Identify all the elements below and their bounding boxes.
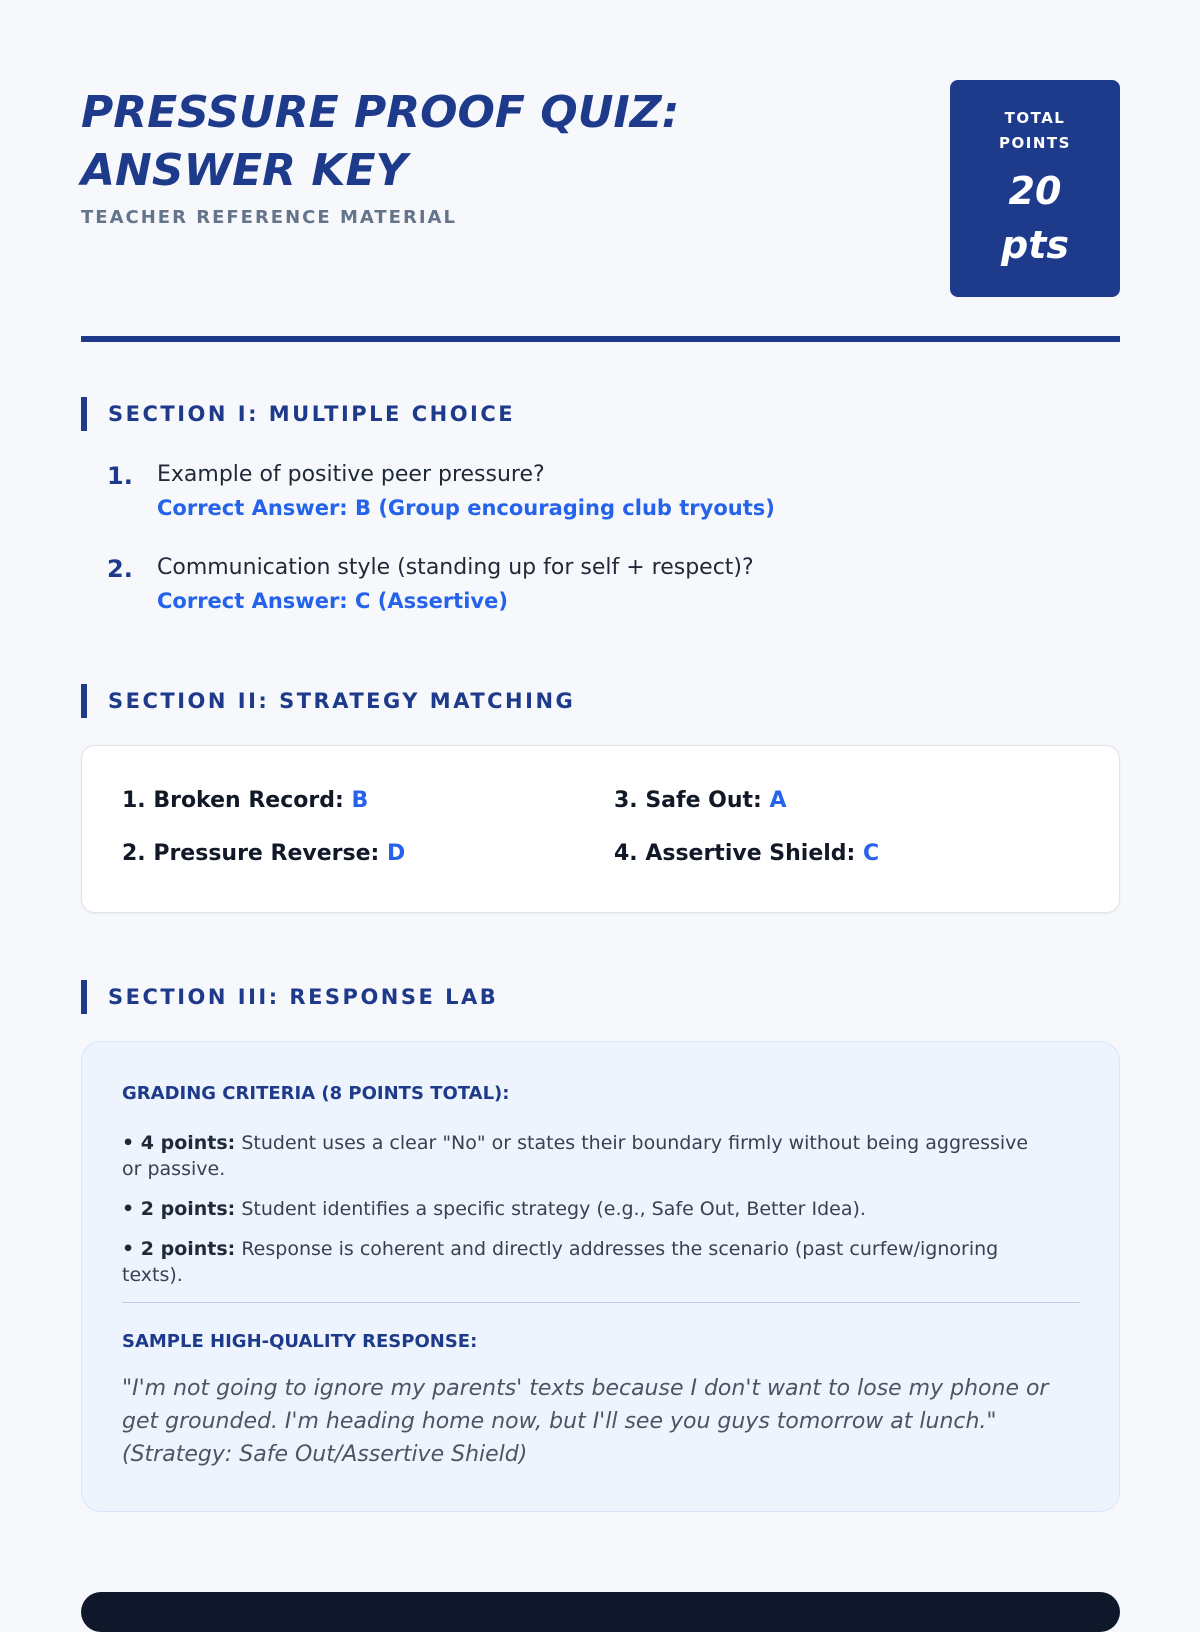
criteria-item — [122, 1236, 1042, 1288]
match-label: 3. Safe Out: — [614, 788, 762, 813]
match-item — [122, 841, 405, 866]
match-label: 4. Assertive Shield: — [614, 841, 856, 866]
total-points-value: 20 pts — [1001, 169, 1069, 267]
criteria-points: • 4 points: — [122, 1132, 236, 1154]
section-3-title: SECTION III: RESPONSE LAB — [81, 980, 498, 1014]
footer-bar — [81, 1592, 1120, 1632]
sample-response-heading: SAMPLE HIGH-QUALITY RESPONSE: — [122, 1331, 478, 1352]
question-text: Example of positive peer pressure? — [157, 462, 545, 487]
match-item — [122, 788, 368, 813]
total-points-badge — [950, 80, 1120, 297]
match-answer: D — [386, 841, 406, 866]
total-points-label: TOTAL POINTS — [999, 109, 1071, 152]
page-header — [81, 0, 1120, 345]
criteria-points: • 2 points: — [122, 1198, 236, 1220]
lab-divider — [122, 1302, 1080, 1303]
grading-criteria-heading: GRADING CRITERIA (8 POINTS TOTAL): — [122, 1083, 510, 1104]
match-label: 1. Broken Record: — [122, 788, 344, 813]
match-answer: B — [351, 788, 369, 813]
criteria-item — [122, 1130, 1042, 1182]
correct-answer: Correct Answer: C (Assertive) — [157, 589, 508, 613]
section-2-title: SECTION II: STRATEGY MATCHING — [81, 684, 575, 718]
page-subtitle: TEACHER REFERENCE MATERIAL — [81, 207, 457, 228]
question-number: 2. — [107, 555, 133, 583]
match-item — [614, 788, 787, 813]
correct-answer: Correct Answer: B (Group encouraging club tryouts) — [157, 496, 775, 520]
section-1-title: SECTION I: MULTIPLE CHOICE — [81, 397, 515, 431]
answer-key-page — [81, 0, 1120, 1467]
strategy-matching-card — [81, 745, 1120, 913]
header-divider — [81, 336, 1120, 342]
response-lab-card — [81, 1041, 1120, 1512]
match-item — [614, 841, 879, 866]
criteria-item — [122, 1196, 1042, 1222]
criteria-text: Student identifies a specific strategy (e.g., Safe Out, Better Idea). — [241, 1198, 866, 1220]
question-text: Communication style (standing up for self + respect)? — [157, 555, 754, 580]
match-answer: A — [769, 788, 787, 813]
criteria-text: Student uses a clear "No" or states their boundary firmly without being aggressive or passive. — [122, 1132, 1029, 1180]
match-answer: C — [863, 841, 880, 866]
sample-response-text: "I'm not going to ignore my parents' texts because I don't want to lose my phone or get grounded. I'm heading home now, but I'll see you guys tomorrow at lunch." (Strategy: Safe Out/Assertive Shield) — [122, 1376, 1049, 1467]
match-label: 2. Pressure Reverse: — [122, 841, 380, 866]
question-number: 1. — [107, 462, 133, 490]
criteria-points: • 2 points: — [122, 1238, 236, 1260]
criteria-text: Response is coherent and directly addresses the scenario (past curfew/ignoring texts). — [122, 1238, 999, 1286]
page-title: PRESSURE PROOF QUIZ: ANSWER KEY — [81, 87, 680, 196]
